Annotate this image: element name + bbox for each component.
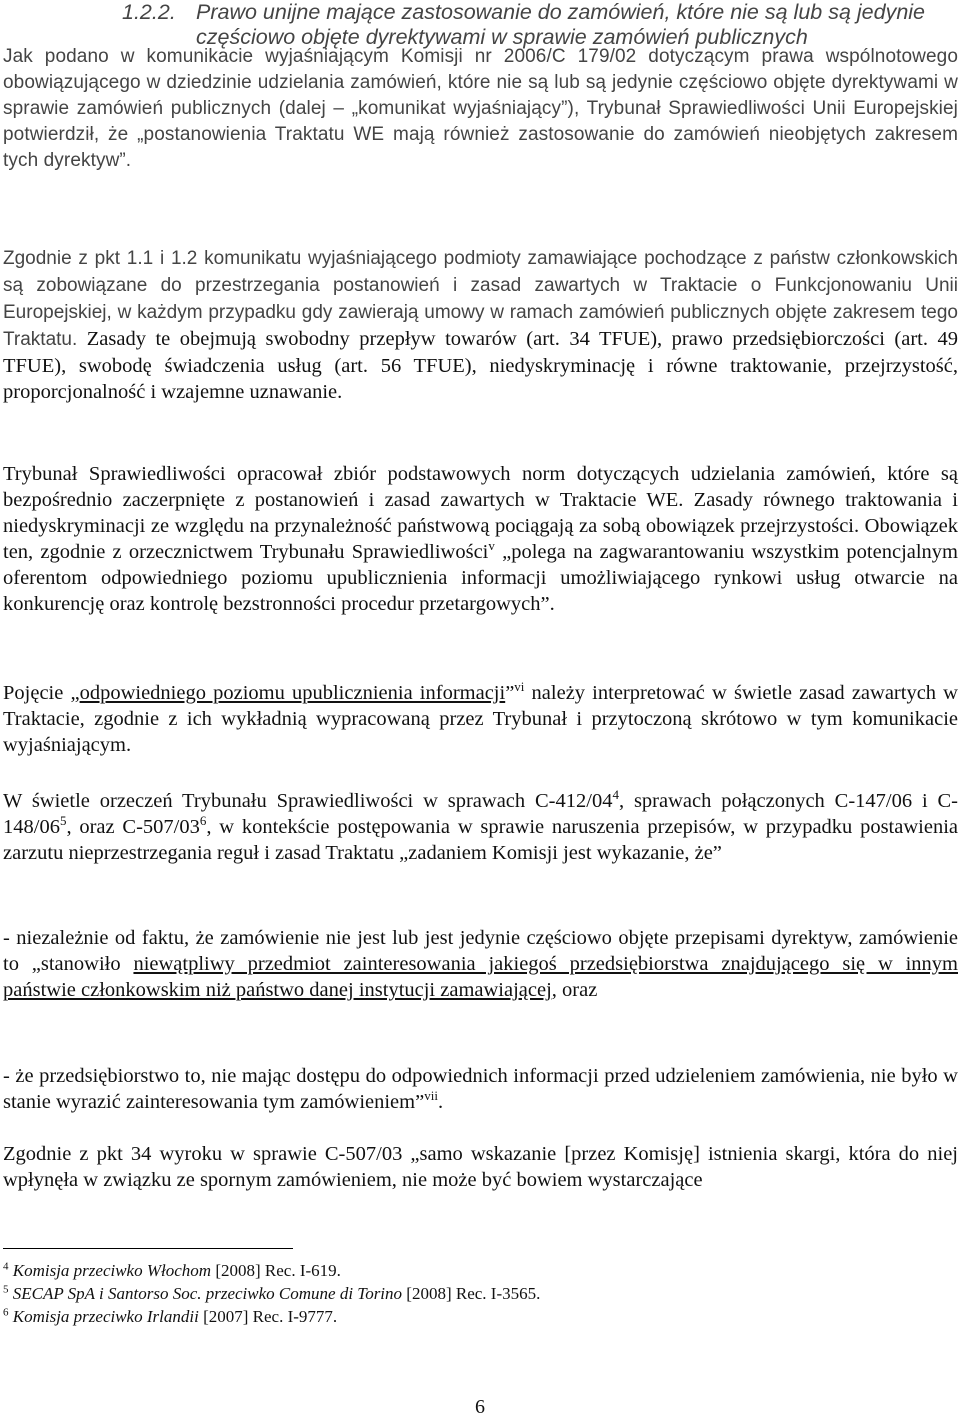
footnote-separator xyxy=(3,1248,293,1249)
footnote-case-name: Komisja przeciwko Włochom xyxy=(12,1261,212,1280)
footnote-ref-5: 5 xyxy=(59,813,67,829)
footnote-ref-6: 6 xyxy=(199,813,207,829)
paragraph-8: Zgodnie z pkt 34 wyroku w sprawie C-507/03 „samo wskazanie [przez Komisję] istnienia skargi, która do niej wpłynęła w związku ze spornym zamówieniem, nie może być bowiem wystarczające xyxy=(3,1143,958,1191)
paragraph-5 xyxy=(3,788,958,866)
footnote-case-name: SECAP SpA i Santorso Soc. przeciwko Comune di Torino xyxy=(12,1284,403,1303)
section-heading xyxy=(122,0,942,50)
paragraph-4-part-a: Pojęcie „ xyxy=(3,682,80,704)
paragraph-5-part-b: , sprawach połączonych C-147/06 i C-148/06 xyxy=(3,790,959,838)
paragraph-5-part-a: W świetle orzeczeń Trybunału Sprawiedliwości w sprawach C-412/04 xyxy=(3,790,613,812)
paragraph-2 xyxy=(3,245,958,405)
footnote-4 xyxy=(3,1260,903,1282)
endnote-ref-v: v xyxy=(488,538,495,554)
paragraph-2-part-b: Zasady te obejmują swobodny przepływ towarów (art. 34 TFUE), prawo przedsiębiorczości (art. 49 TFUE), swobodę świadczenia usług (art. 56 TFUE), niedyskryminację i równe traktowanie, przejrzystość, proporcjonalność i wzajemne uznawanie. xyxy=(3,328,958,403)
footnote-number: 4 xyxy=(3,1260,9,1273)
paragraph-3-part-a: Trybunał Sprawiedliwości opracował zbiór podstawowych norm dotyczących udzielania zamówień, które są bezpośrednio zaczerpnięte z postanowień i zasad zawartych w Traktacie WE. Zasady równego traktowania i niedyskryminacji ze względu na przynależność państwową pociągają za sobą obowiązek przejrzystości. xyxy=(3,463,958,537)
footnote-number: 5 xyxy=(3,1283,9,1296)
paragraph-3 xyxy=(3,461,958,617)
underlined-term: odpowiedniego poziomu upublicznienia informacji xyxy=(79,682,506,704)
paragraph-6-part-b: , oraz xyxy=(551,979,598,1001)
paragraph-7-part-b: . xyxy=(437,1091,444,1113)
paragraph-4 xyxy=(3,680,958,758)
page-number: 6 xyxy=(475,1396,485,1418)
paragraph-6 xyxy=(3,925,958,1003)
footnote-case-name: Komisja przeciwko Irlandii xyxy=(12,1307,199,1326)
section-title-line1: Prawo unijne mające zastosowanie do zamówień, które nie są lub są jedynie xyxy=(196,0,926,24)
footnote-ref-4: 4 xyxy=(612,787,619,803)
paragraph-7-part-a: - że przedsiębiorstwo to, nie mając dostępu do odpowiednich informacji przed udzieleniem zamówienia, nie było w stanie wyrazić zainteresowania tym zamówieniem” xyxy=(3,1065,958,1113)
paragraph-4-part-b: ” xyxy=(505,682,515,704)
endnote-ref-vii: vii xyxy=(424,1088,438,1104)
paragraph-5-part-d: , w kontekście postępowania w sprawie naruszenia przepisów, w przypadku postawienia zarzutu nieprzestrzegania reguł i zasad Traktatu „zadaniem Komisji jest wykazanie, że” xyxy=(3,816,958,864)
footnote-citation: [2008] Rec. I-3565. xyxy=(402,1284,541,1303)
footnote-citation: [2007] Rec. I-9777. xyxy=(198,1307,338,1326)
endnote-ref-vi: vi xyxy=(514,679,525,695)
footnote-number: 6 xyxy=(3,1306,9,1319)
paragraph-5-part-c: , oraz C-507/03 xyxy=(66,816,200,838)
paragraph-2-part-a: Zgodnie z pkt 1.1 i 1.2 komunikatu wyjaśniającego podmioty zamawiające pochodzące z państw członkowskich są zobowiązane do przestrzegania postanowień i zasad zawartych w Traktacie o Funkcjonowaniu Unii Europejskiej, w każdym przypadku gdy zawierają umowy w ramach zamówień publicznych objęte zakresem tego Traktatu. xyxy=(3,248,958,350)
paragraph-6-part-a: - niezależnie od faktu, że zamówienie nie jest lub jest jedynie częściowo objęte przepisami dyrektyw, zamówienie to „stanowiło xyxy=(3,927,958,975)
paragraph-4-part-c: należy interpretować w świetle zasad zawartych w Traktacie, zgodnie z ich wykładnią wypracowaną przez Trybunał i przytoczoną skrótowo w tym komunikacie wyjaśniającym. xyxy=(3,682,958,756)
footnote-5 xyxy=(3,1283,903,1305)
paragraph-3-part-c: „polega na zagwarantowaniu wszystkim potencjalnym oferentom odpowiedniego poziomu upublicznienia informacji umożliwiającego rynkowi usług otwarcie na konkurencję oraz kontrolę bezstronności procedur przetargowych”. xyxy=(3,541,959,615)
section-number: 1.2.2. xyxy=(122,0,176,24)
paragraph-3-part-b: Obowiązek ten, zgodnie z orzecznictwem Trybunału Sprawiedliwości xyxy=(3,515,959,563)
paragraph-7 xyxy=(3,1063,958,1115)
section-title-line2: częściowo objęte dyrektywami w sprawie zamówień publicznych xyxy=(196,25,808,49)
paragraph-1: Jak podano w komunikacie wyjaśniającym Komisji nr 2006/C 179/02 dotyczącym prawa wspólnotowego obowiązującego w dziedzinie udzielania zamówień, które nie są lub są jedynie częściowo objęte dyrektywami w sprawie zamówień publicznych (dalej – „komunikat wyjaśniający”), Trybunał Sprawiedliwości Unii Europejskiej potwierdził, że „postanowienia Traktatu WE mają również zastosowanie do zamówień nieobjętych zakresem tych dyrektyw”. xyxy=(3,46,958,171)
footnote-6 xyxy=(3,1306,903,1328)
underlined-clause: niewątpliwy przedmiot zainteresowania jakiegoś przedsiębiorstwa znajdującego się w innym państwie członkowskim niż państwo danej instytucji zamawiającej xyxy=(3,953,958,1001)
footnote-citation: [2008] Rec. I-619. xyxy=(211,1261,341,1280)
